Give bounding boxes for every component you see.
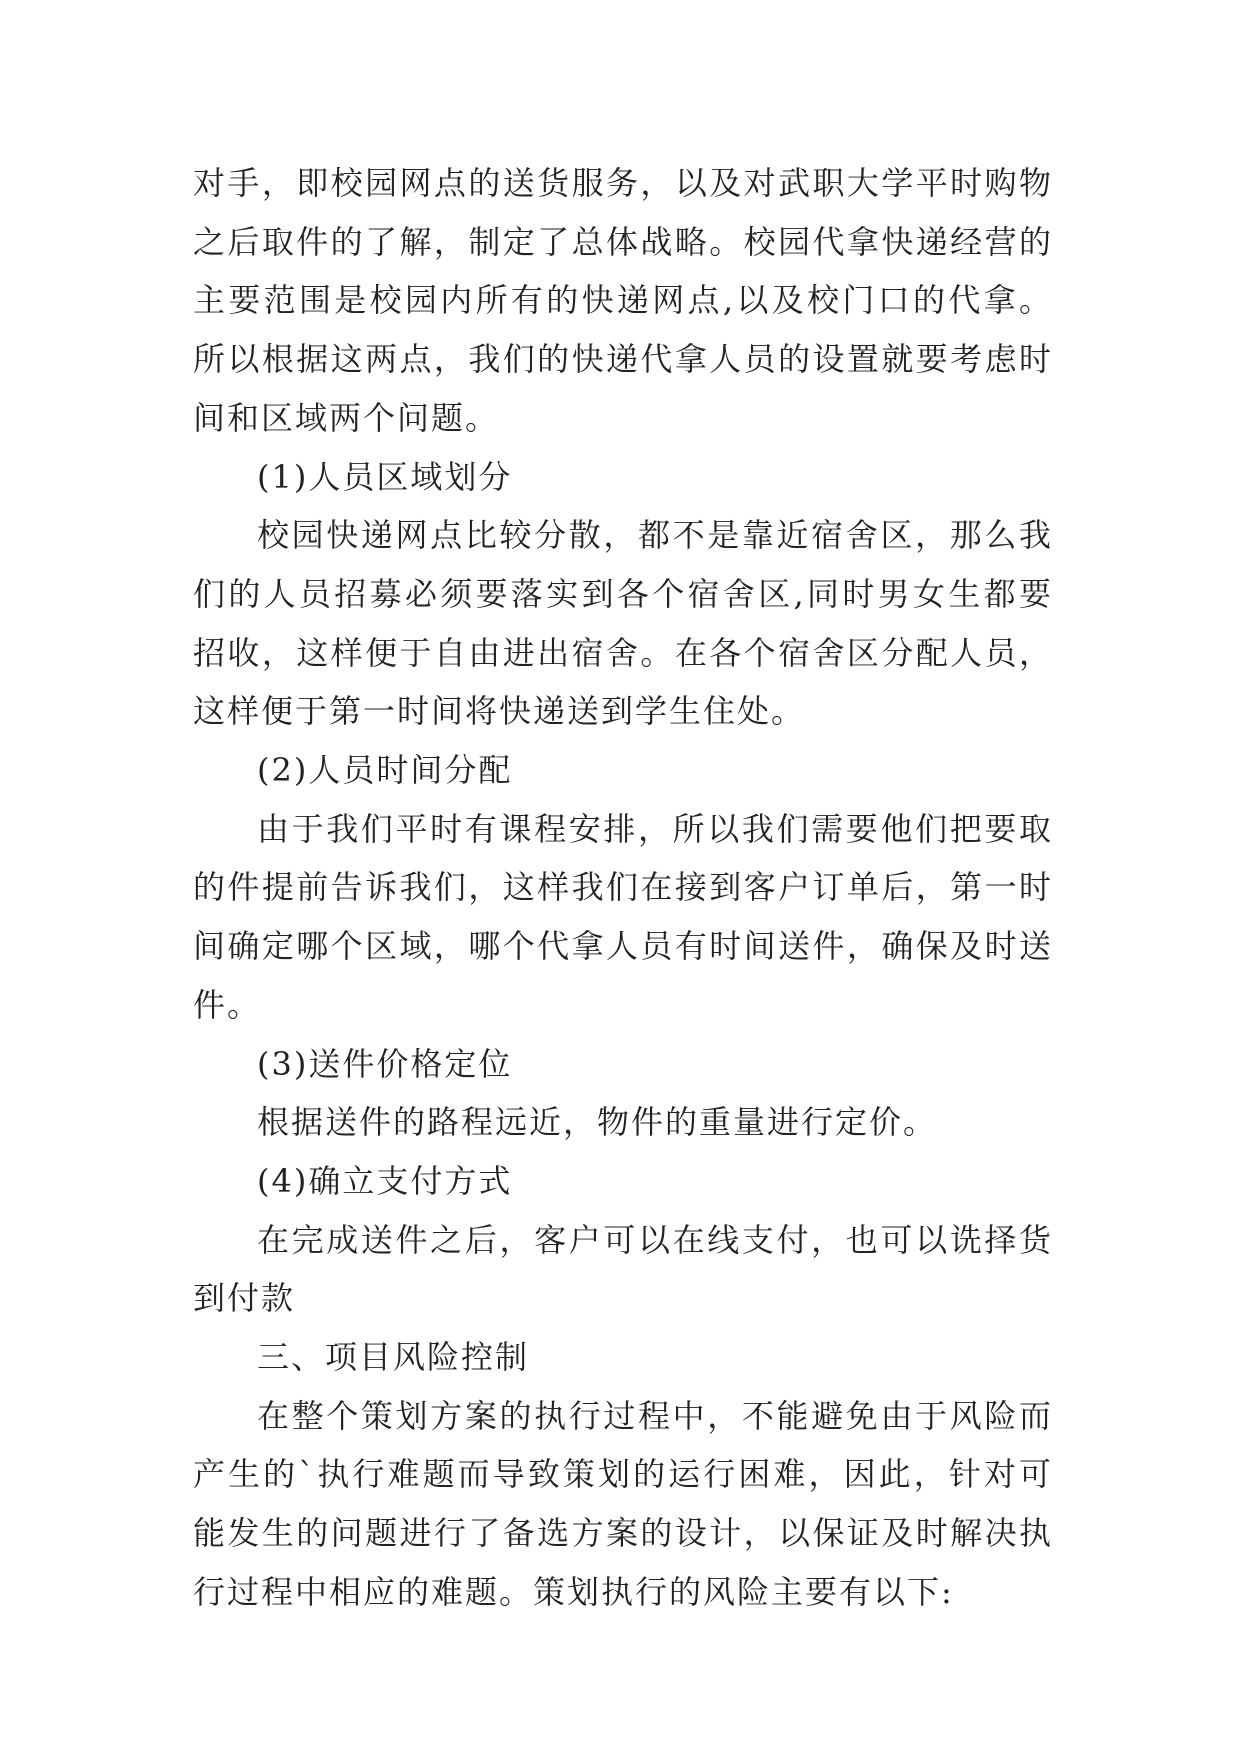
heading-payment-method: (4)确立支付方式 xyxy=(257,1161,513,1200)
document-body xyxy=(193,154,1053,1622)
paragraph-risk-control: 在整个策划方案的执行过程中，不能避免由于风险而产生的`执行难题而导致策划的运行困难，因此，针对可能发生的问题进行了备选方案的设计，以保证及时解决执行过程中相应的难题。策划执行的风险主要有以下: xyxy=(193,1396,1053,1611)
paragraph-payment-method: 在完成送件之后，客户可以在线支付，也可以诜择货到付款 xyxy=(193,1220,1053,1318)
paragraph-delivery-pricing: 根据送件的路程远近，物件的重量进行定价。 xyxy=(257,1103,938,1142)
heading-risk-control: 三、项目风险控制 xyxy=(257,1338,530,1377)
heading-staff-area-division: (1)人员区域划分 xyxy=(257,457,513,496)
heading-delivery-pricing: (3)送件价格定位 xyxy=(257,1044,513,1083)
paragraph-staff-area-division: 校园快递网点比较分散，都不是靠近宿舍区，那么我们的人员招募必须要落实到各个宿舍区,同时男女生都要招收，这样便于自由进出宿舍。在各个宿舍区分配人员，这样便于第一时间将快递送到学生住处。 xyxy=(193,516,1053,731)
heading-staff-time-allocation: (2)人员时间分配 xyxy=(257,751,513,790)
paragraph-staff-time-allocation: 由于我们平时有课程安排，所以我们需要他们把要取的件提前告诉我们，这样我们在接到客户订单后，第一时间确定哪个区域，哪个代拿人员有时间送件，确保及时送件。 xyxy=(193,809,1053,1024)
paragraph-strategy: 对手，即校园网点的送货服务，以及对武职大学平时购物之后取件的了解，制定了总体战略。校园代拿快递经营的主要范围是校园内所有的快递网点,以及校门口的代拿。所以根据这两点，我们的快递代拿人员的设置就要考虑时间和区域两个问题。 xyxy=(193,164,1053,437)
